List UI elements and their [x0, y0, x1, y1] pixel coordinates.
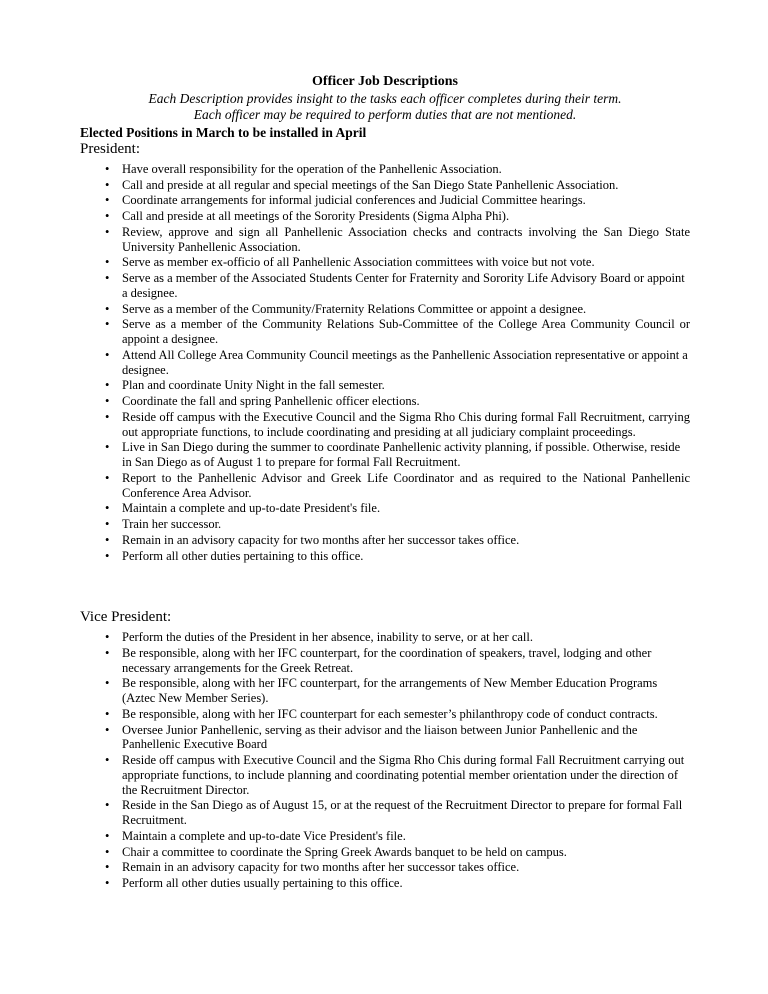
duty-item: • Review, approve and sign all Panhellenic Association checks and contracts involving the San Diego State University Panhellenic Association.: [80, 225, 690, 255]
subtitle-line-2: Each officer may be required to perform duties that are not mentioned.: [193, 107, 577, 123]
duty-item: • Report to the Panhellenic Advisor and Greek Life Coordinator and as required to the National Panhellenic Conference Area Advisor.: [80, 471, 690, 501]
officer-section: [80, 609, 690, 890]
duty-item: • Attend All College Area Community Council meetings as the Panhellenic Association representative or appoint a designee.: [80, 348, 690, 378]
duty-item: • Serve as a member of the Community Relations Sub-Committee of the College Area Community Council or appoint a designee.: [80, 317, 690, 347]
duty-item: • Reside off campus with the Executive Council and the Sigma Rho Chis during formal Fall Recruitment, carrying out appropriate functions, to include coordinating and presiding at all judiciary complaint proceedings.: [80, 410, 690, 440]
officer-title: President:: [80, 141, 140, 158]
duty-item: • Oversee Junior Panhellenic, serving as their advisor and the liaison between Junior Panhellenic and the Panhellenic Executive Board: [80, 723, 690, 753]
elected-positions-heading: Elected Positions in March to be installed in April: [80, 125, 367, 141]
duty-item: • Call and preside at all meetings of the Sorority Presidents (Sigma Alpha Phi).: [80, 209, 690, 224]
duty-item: • Be responsible, along with her IFC counterpart, for the arrangements of New Member Education Programs (Aztec New Member Series).: [80, 676, 690, 706]
duty-item: • Serve as member ex-officio of all Panhellenic Association committees with voice but not vote.: [80, 255, 690, 270]
duty-item: • Maintain a complete and up-to-date President's file.: [80, 501, 690, 516]
duty-item: • Reside off campus with Executive Council and the Sigma Rho Chis during formal Fall Recruitment carrying out appropriate functions, to include planning and coordinating potential member orientation under the direction of the Recruitment Director.: [80, 753, 690, 797]
duty-item: • Remain in an advisory capacity for two months after her successor takes office.: [80, 860, 690, 875]
duty-item: • Have overall responsibility for the operation of the Panhellenic Association.: [80, 162, 690, 177]
duty-item: • Train her successor.: [80, 517, 690, 532]
document-title: Officer Job Descriptions: [312, 74, 458, 89]
officer-sections: [80, 141, 690, 891]
duty-item: • Serve as a member of the Community/Fraternity Relations Committee or appoint a designee.: [80, 302, 690, 317]
duty-item: • Maintain a complete and up-to-date Vice President's file.: [80, 829, 690, 844]
duty-list: [80, 162, 690, 564]
duty-item: • Be responsible, along with her IFC counterpart for each semester’s philanthropy code of conduct contracts.: [80, 707, 690, 722]
duty-item: • Perform all other duties usually pertaining to this office.: [80, 876, 690, 891]
duty-item: • Coordinate arrangements for informal judicial conferences and Judicial Committee hearings.: [80, 193, 690, 208]
duty-item: • Perform all other duties pertaining to this office.: [80, 549, 690, 564]
officer-title: Vice President:: [80, 609, 172, 626]
duty-item: • Serve as a member of the Associated Students Center for Fraternity and Sorority Life Advisory Board or appoint a designee.: [80, 271, 690, 301]
subtitle-line-1: Each Description provides insight to the tasks each officer completes during their term.: [148, 90, 622, 106]
duty-item: • Coordinate the fall and spring Panhellenic officer elections.: [80, 394, 690, 409]
duty-item: • Live in San Diego during the summer to coordinate Panhellenic activity planning, if possible. Otherwise, reside in San Diego as of August 1 to prepare for formal Fall Recruitment.: [80, 440, 690, 470]
duty-item: • Perform the duties of the President in her absence, inability to serve, or at her call.: [80, 630, 690, 645]
duty-item: • Chair a committee to coordinate the Spring Greek Awards banquet to be held on campus.: [80, 845, 690, 860]
duty-list: [80, 630, 690, 891]
duty-item: • Plan and coordinate Unity Night in the fall semester.: [80, 378, 690, 393]
duty-item: • Be responsible, along with her IFC counterpart, for the coordination of speakers, travel, lodging and other necessary arrangements for the Greek Retreat.: [80, 646, 690, 676]
officer-section: [80, 141, 690, 563]
duty-item: • Reside in the San Diego as of August 15, or at the request of the Recruitment Director to prepare for formal Fall Recruitment.: [80, 798, 690, 828]
duty-item: • Remain in an advisory capacity for two months after her successor takes office.: [80, 533, 690, 548]
duty-item: • Call and preside at all regular and special meetings of the San Diego State Panhellenic Association.: [80, 178, 690, 193]
